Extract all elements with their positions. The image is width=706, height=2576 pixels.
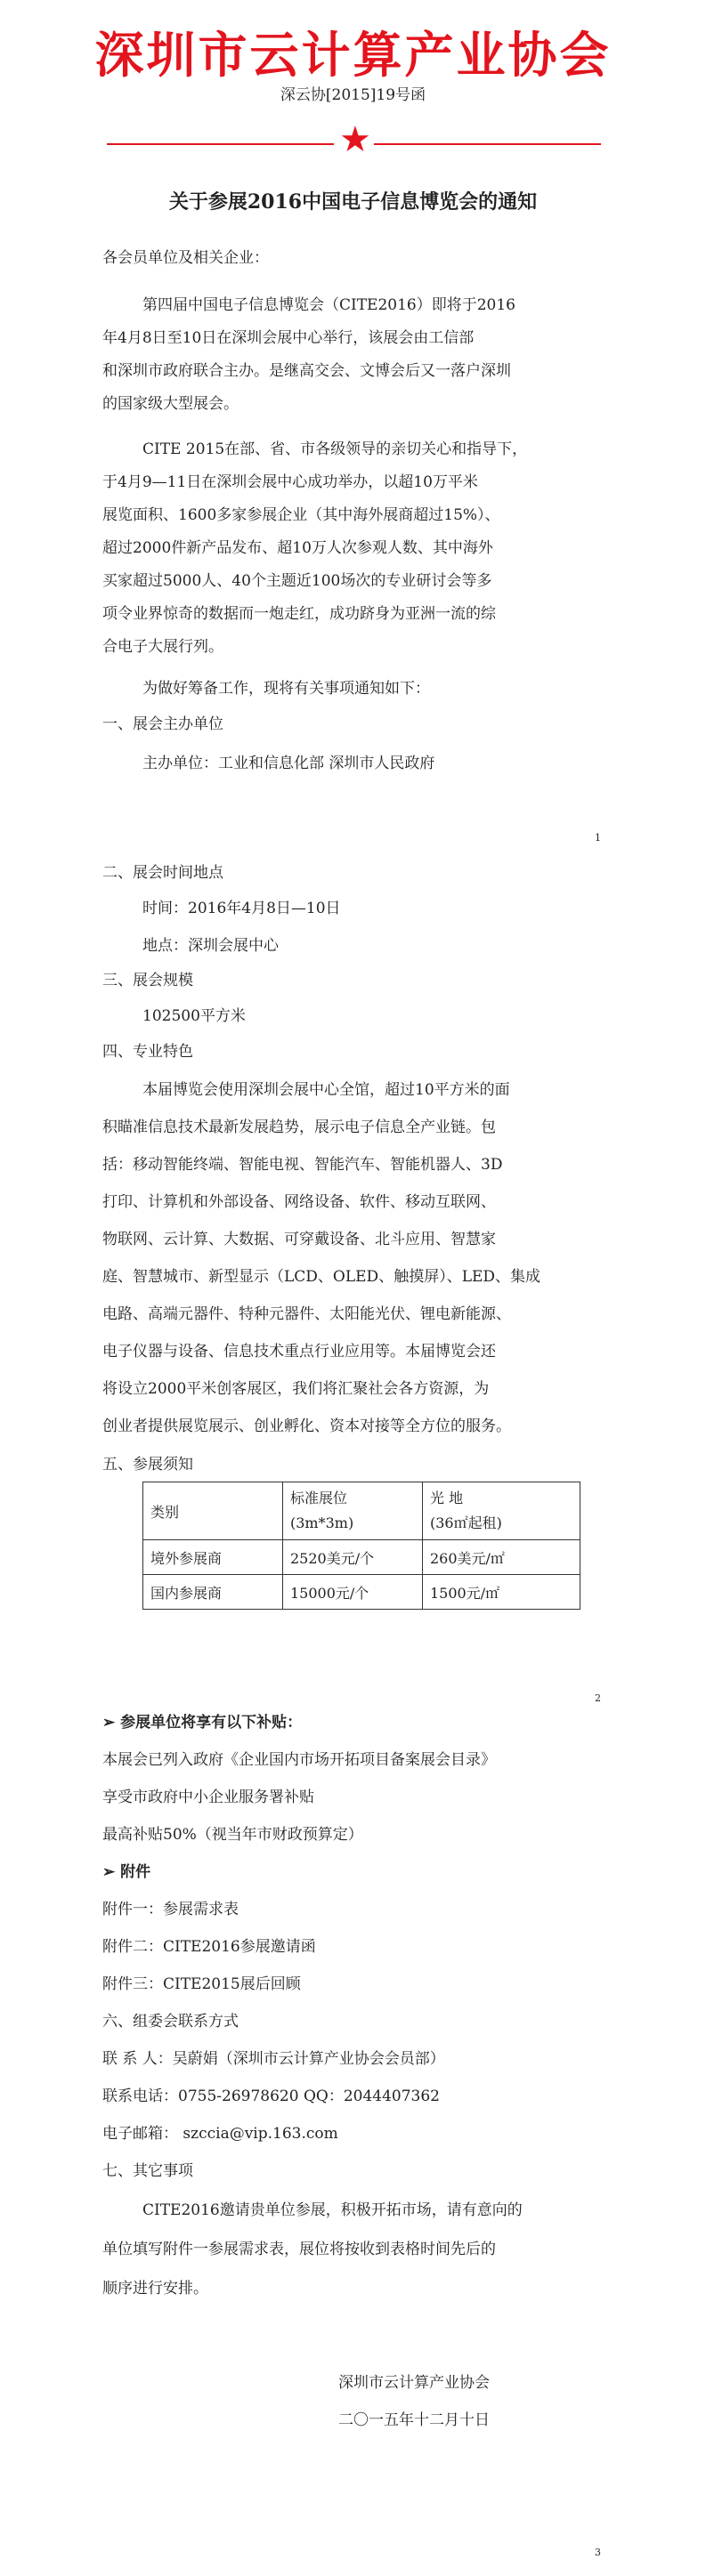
table-header-cell bbox=[423, 1482, 580, 1540]
notice-title: 关于参展2016中国电子信息博览会的通知 bbox=[168, 190, 538, 214]
section-3-heading: 三、展会规模 bbox=[102, 972, 193, 989]
contact-person: 联 系 人：吴蔚娟（深圳市云计算产业协会会员部） bbox=[102, 2050, 445, 2068]
section-2-heading: 二、展会时间地点 bbox=[102, 864, 223, 882]
section-1-body: 主办单位：工业和信息化部 深圳市人民政府 bbox=[142, 755, 435, 772]
intro-line: 第四届中国电子信息博览会（CITE2016）即将于2016 bbox=[142, 296, 515, 314]
intro-line: 合电子大展行列。 bbox=[102, 638, 223, 656]
table-row bbox=[143, 1540, 580, 1575]
section-4-heading: 四、专业特色 bbox=[102, 1043, 193, 1061]
section-2-place: 地点：深圳会展中心 bbox=[142, 937, 279, 955]
section-4-line: 打印、计算机和外部设备、网络设备、软件、移动互联网、 bbox=[102, 1193, 496, 1211]
table-row bbox=[143, 1482, 580, 1540]
section-4-line: 本届博览会使用深圳会展中心全馆，超过10平方米的面 bbox=[142, 1081, 510, 1099]
document-number: 深云协[2015]19号函 bbox=[280, 86, 426, 104]
table-cell: 国内参展商 bbox=[143, 1575, 283, 1610]
contact-email: 电子邮箱： szccia@vip.163.com bbox=[102, 2125, 338, 2143]
intro-line: 超过2000件新产品发布、超10万人次参观人数、其中海外 bbox=[102, 539, 493, 557]
section-4-line: 物联网、云计算、大数据、可穿戴设备、北斗应用、智慧家 bbox=[102, 1231, 496, 1248]
signature-date: 二〇一五年十二月十日 bbox=[338, 2411, 490, 2429]
attachments-heading-text: 附件 bbox=[120, 1863, 151, 1881]
intro-line: 和深圳市政府联合主办。是继高交会、文博会后又一落户深圳 bbox=[102, 362, 511, 380]
subsidy-line: 本展会已列入政府《企业国内市场开拓项目备案展会目录》 bbox=[102, 1751, 496, 1769]
intro-line: 展览面积、1600多家参展企业（其中海外展商超过15%）、 bbox=[102, 506, 500, 524]
red-star-icon: ★ bbox=[339, 119, 371, 160]
section-4-line: 括：移动智能终端、智能电视、智能汽车、智能机器人、3D bbox=[102, 1156, 503, 1174]
table-cell: 260美元/㎡ bbox=[423, 1540, 580, 1575]
intro-line: 年4月8日至10日在深圳会展中心举行，该展会由工信部 bbox=[102, 329, 475, 347]
fee-table bbox=[142, 1482, 580, 1610]
section-4-line: 庭、智慧城市、新型显示（LCD、OLED、触摸屏）、LED、集成 bbox=[102, 1268, 541, 1286]
attachment-item: 附件一：参展需求表 bbox=[102, 1901, 239, 1918]
attachment-item: 附件二：CITE2016参展邀请函 bbox=[102, 1938, 316, 1956]
table-row bbox=[143, 1575, 580, 1610]
intro-line: 项令业界惊奇的数据而一炮走红，成功跻身为亚洲一流的综 bbox=[102, 605, 496, 623]
signature-org: 深圳市云计算产业协会 bbox=[338, 2374, 490, 2392]
table-header-line: (3m*3m) bbox=[290, 1514, 354, 1531]
organization-title: 深圳市云计算产业协会 bbox=[94, 27, 612, 84]
table-cell: 2520美元/个 bbox=[283, 1540, 423, 1575]
table-header-line: (36㎡起租) bbox=[430, 1514, 502, 1531]
subsidy-heading bbox=[102, 1707, 302, 1740]
attachment-item: 附件三：CITE2015展后回顾 bbox=[102, 1975, 301, 1993]
arrow-bullet-icon: ➢ bbox=[102, 1714, 121, 1732]
attachments-heading bbox=[102, 1856, 150, 1889]
table-cell: 15000元/个 bbox=[283, 1575, 423, 1610]
header-divider-left bbox=[107, 143, 334, 145]
page-number: 1 bbox=[595, 832, 601, 844]
section-5-heading: 五、参展须知 bbox=[102, 1456, 193, 1474]
contact-heading: 六、组委会联系方式 bbox=[102, 2013, 239, 2031]
contact-phone: 联系电话：0755-26978620 QQ：2044407362 bbox=[102, 2087, 440, 2105]
table-header-cell bbox=[283, 1482, 423, 1540]
section-4-line: 电路、高端元器件、特种元器件、太阳能光伏、锂电新能源、 bbox=[102, 1305, 511, 1323]
section-4-line: 电子仪器与设备、信息技术重点行业应用等。本届博览会还 bbox=[102, 1343, 496, 1361]
section-4-line: 积瞄准信息技术最新发展趋势，展示电子信息全产业链。包 bbox=[102, 1118, 496, 1136]
subsidy-line: 最高补贴50%（视当年市财政预算定） bbox=[102, 1826, 363, 1844]
intro-line: CITE 2015在部、省、市各级领导的亲切关心和指导下， bbox=[142, 440, 528, 458]
table-cell: 境外参展商 bbox=[143, 1540, 283, 1575]
table-cell: 1500元/㎡ bbox=[423, 1575, 580, 1610]
salutation: 各会员单位及相关企业： bbox=[102, 249, 269, 267]
other-line: CITE2016邀请贵单位参展，积极开拓市场，请有意向的 bbox=[142, 2201, 523, 2219]
page-number: 3 bbox=[595, 2547, 601, 2558]
section-2-time: 时间：2016年4月8日—10日 bbox=[142, 900, 341, 917]
intro-line: 于4月9—11日在深圳会展中心成功举办，以超10万平米 bbox=[102, 473, 478, 491]
subsidy-heading-text: 参展单位将享有以下补贴： bbox=[120, 1714, 303, 1732]
arrow-bullet-icon: ➢ bbox=[102, 1863, 121, 1881]
other-line: 顺序进行安排。 bbox=[102, 2280, 208, 2297]
table-header-cell: 类别 bbox=[143, 1482, 283, 1540]
table-header-line: 标准展位 bbox=[290, 1490, 348, 1506]
other-line: 单位填写附件一参展需求表，展位将按收到表格时间先后的 bbox=[102, 2241, 496, 2258]
section-1-heading: 一、展会主办单位 bbox=[102, 715, 223, 733]
section-4-line: 创业者提供展览展示、创业孵化、资本对接等全方位的服务。 bbox=[102, 1417, 511, 1435]
subsidy-line: 享受市政府中小企业服务署补贴 bbox=[102, 1789, 314, 1806]
intro-line: 买家超过5000人、40个主题近100场次的专业研讨会等多 bbox=[102, 572, 492, 590]
section-3-body: 102500平方米 bbox=[142, 1007, 246, 1025]
section-4-line: 将设立2000平米创客展区，我们将汇聚社会各方资源，为 bbox=[102, 1380, 490, 1398]
header-divider-right bbox=[374, 143, 601, 145]
page-number: 2 bbox=[595, 1692, 601, 1704]
intro-line: 为做好筹备工作，现将有关事项通知如下： bbox=[142, 680, 430, 698]
other-heading: 七、其它事项 bbox=[102, 2162, 193, 2180]
intro-line: 的国家级大型展会。 bbox=[102, 395, 239, 413]
table-header-line: 光 地 bbox=[430, 1490, 464, 1506]
